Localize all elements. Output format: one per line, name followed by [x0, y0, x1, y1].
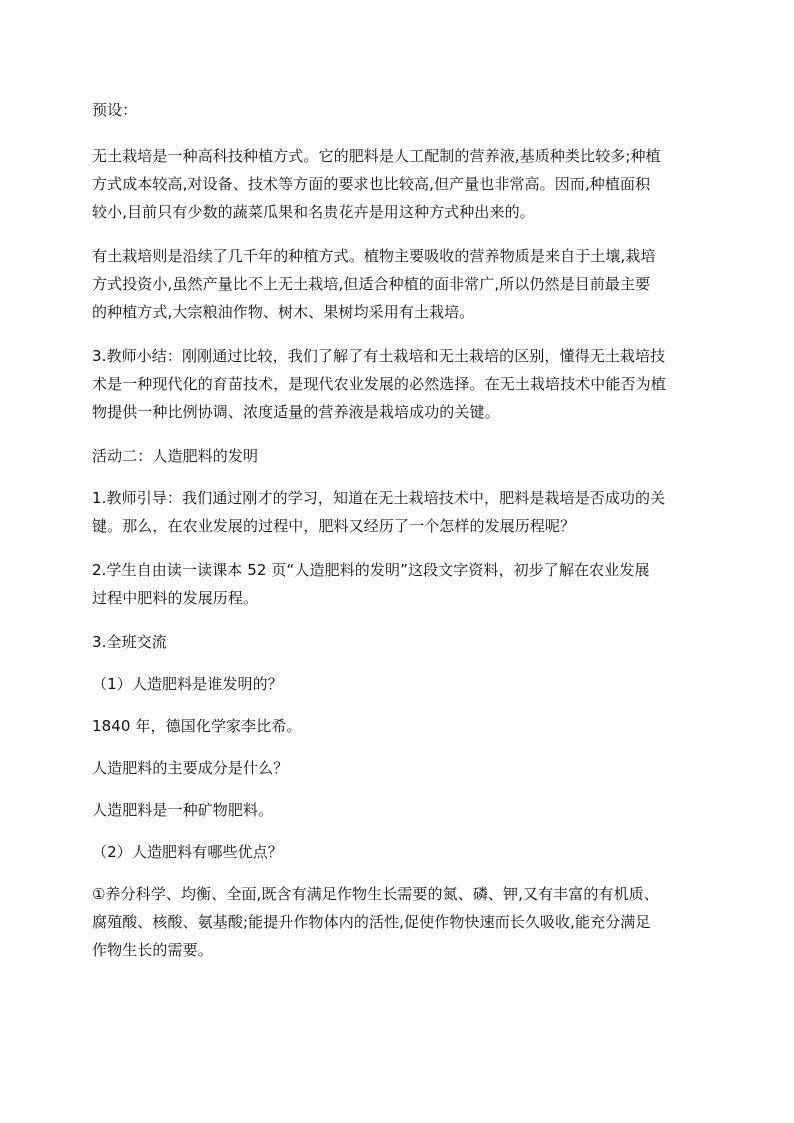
soil-culture-line-3: 的种植方式,大宗粮油作物、树木、果树均采用有土栽培。: [92, 303, 475, 321]
soil-culture-paragraph: [92, 242, 706, 326]
question-one-line: （1）人造肥料是谁发明的？: [92, 675, 283, 693]
teacher-summary-paragraph: [92, 342, 706, 426]
soil-culture-line-2: 方式投资小,虽然产量比不上无土栽培,但适合种植的面非常广,所以仍然是目前最主要: [92, 275, 651, 293]
advantage-one-line-1: ①养分科学、均衡、全面,既含有满足作物生长需要的氮、磷、钾,又有丰富的有机质、: [92, 885, 659, 903]
soilless-culture-line-1: 无土栽培是一种高科技种植方式。它的肥料是人工配制的营养液,基质种类比较多;种植: [92, 147, 661, 165]
document-content: [92, 96, 706, 980]
teacher-summary-line-2: 术是一种现代化的育苗技术，是现代农业发展的必然选择。在无土栽培技术中能否为植: [92, 375, 666, 393]
teacher-guide-line-2: 键。那么，在农业发展的过程中，肥料又经历了一个怎样的发展历程呢？: [92, 517, 576, 535]
question-two-line: （2）人造肥料有哪些优点？: [92, 843, 283, 861]
student-reading-line-2: 过程中肥料的发展历程。: [92, 589, 259, 607]
soil-culture-line-1: 有土栽培则是沿续了几千年的种植方式。植物主要吸收的营养物质是来自于土壤,栽培: [92, 247, 656, 265]
class-exchange-line: 3.全班交流: [92, 633, 167, 651]
answer-one-line: 1840 年，德国化学家李比希。: [92, 717, 302, 735]
soilless-culture-line-2: 方式成本较高,对设备、技术等方面的要求也比较高,但产量也非常高。因而,种植面积: [92, 175, 651, 193]
advantage-one-paragraph: [92, 880, 706, 964]
question-one-paragraph: [92, 670, 706, 698]
teacher-guide-paragraph: [92, 484, 706, 540]
advantage-one-line-3: 作物生长的需要。: [92, 941, 213, 959]
activity-two-line: 活动二：人造肥料的发明: [92, 447, 259, 465]
student-reading-paragraph: [92, 556, 706, 612]
teacher-summary-line-1: 3.教师小结：刚刚通过比较，我们了解了有土栽培和无土栽培的区别，懂得无土栽培技: [92, 347, 666, 365]
class-exchange-heading: [92, 628, 706, 656]
question-ingredient-line: 人造肥料的主要成分是什么？: [92, 759, 289, 777]
advantage-one-line-2: 腐殖酸、核酸、氨基酸;能提升作物体内的活性,促使作物快速而长久吸收,能充分满足: [92, 913, 651, 931]
question-ingredient-paragraph: [92, 754, 706, 782]
preset-line: 预设：: [92, 101, 138, 119]
answer-one-paragraph: [92, 712, 706, 740]
teacher-summary-line-3: 物提供一种比例协调、浓度适量的营养液是栽培成功的关键。: [92, 403, 500, 421]
preset-paragraph: [92, 96, 706, 124]
question-two-paragraph: [92, 838, 706, 866]
activity-two-heading: [92, 442, 706, 470]
answer-ingredient-line: 人造肥料是一种矿物肥料。: [92, 801, 274, 819]
soilless-culture-line-3: 较小,目前只有少数的蔬菜瓜果和名贵花卉是用这种方式种出来的。: [92, 203, 535, 221]
student-reading-line-1: 2.学生自由读一读课本 52 页“人造肥料的发明”这段文字资料，初步了解在农业发展: [92, 561, 650, 579]
soilless-culture-paragraph: [92, 142, 706, 226]
teacher-guide-line-1: 1.教师引导：我们通过刚才的学习，知道在无土栽培技术中，肥料是栽培是否成功的关: [92, 489, 666, 507]
answer-ingredient-paragraph: [92, 796, 706, 824]
